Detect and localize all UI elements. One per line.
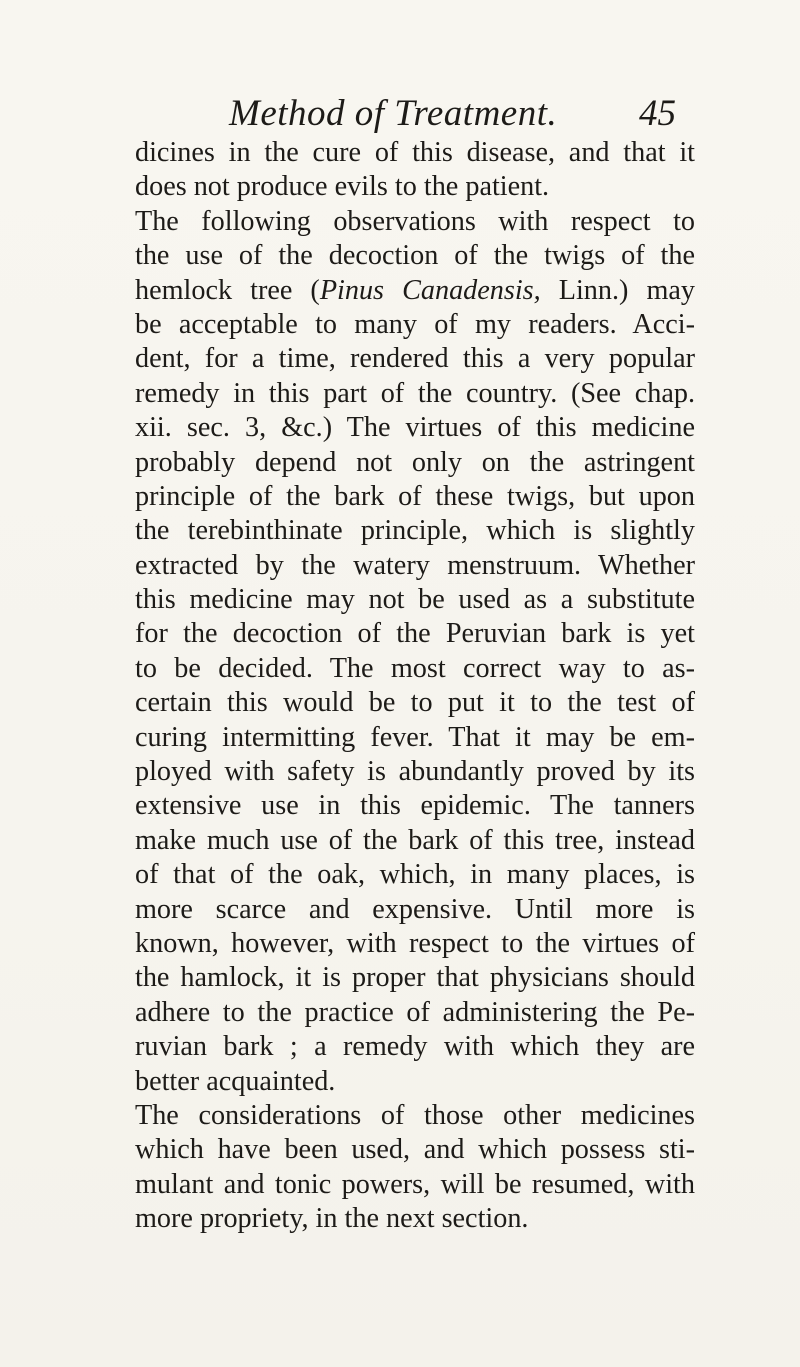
- text-line: the terebinthinate principle, which is slightly: [135, 515, 695, 547]
- text-line: mulant and tonic powers, will be resumed, with: [135, 1168, 695, 1200]
- text-line: the use of the decoction of the twigs of the: [135, 240, 695, 272]
- text-line: to be decided. The most correct way to as-: [135, 652, 695, 684]
- text-line: for the decoction of the Peruvian bark is yet: [135, 618, 695, 650]
- text-line: this medicine may not be used as a substitute: [135, 584, 695, 616]
- text-line: of that of the oak, which, in many places, is: [135, 859, 695, 891]
- text-line: ployed with safety is abundantly proved by its: [135, 756, 695, 788]
- running-head: [0, 92, 800, 136]
- text-line: probably depend not only on the astringent: [135, 446, 695, 478]
- text-line: certain this would be to put it to the test of: [135, 687, 695, 719]
- text-line: which have been used, and which possess sti-: [135, 1134, 695, 1166]
- page-number: 45: [639, 93, 676, 134]
- text-line: be acceptable to many of my readers. Acci-: [135, 308, 695, 340]
- text-line: known, however, with respect to the virtues of: [135, 927, 695, 959]
- text-line: dent, for a time, rendered this a very popular: [135, 343, 695, 375]
- paragraph-first-line: The considerations of those other medicines: [135, 1099, 695, 1131]
- text-line: extracted by the watery menstruum. Whether: [135, 549, 695, 581]
- text-line: xii. sec. 3, &c.) The virtues of this medicine: [135, 412, 695, 444]
- body-text: [135, 136, 695, 1237]
- text-line: extensive use in this epidemic. The tanners: [135, 790, 695, 822]
- latin-name: Pinus Canadensis,: [319, 274, 541, 306]
- running-title: Method of Treatment.: [229, 93, 558, 134]
- text-line: the hamlock, it is proper that physicians should: [135, 962, 695, 994]
- text-line: ruvian bark ; a remedy with which they are: [135, 1031, 695, 1063]
- text-line: make much use of the bark of this tree, instead: [135, 824, 695, 856]
- paragraph-first-line: The following observations with respect to: [135, 205, 695, 237]
- text-line-with-italic: [135, 274, 695, 308]
- text-line: does not produce evils to the patient.: [135, 171, 550, 203]
- text-line: better acquainted.: [135, 1065, 336, 1097]
- text-line: more propriety, in the next section.: [135, 1203, 529, 1235]
- text-line: remedy in this part of the country. (See chap.: [135, 377, 695, 409]
- text-fragment: Linn.) may: [540, 274, 696, 306]
- text-line: dicines in the cure of this disease, and that it: [135, 137, 695, 168]
- text-line: principle of the bark of these twigs, but upon: [135, 480, 695, 512]
- text-line: more scarce and expensive. Until more is: [135, 893, 695, 925]
- text-fragment: hemlock tree (: [135, 274, 320, 306]
- text-line: adhere to the practice of administering the Pe-: [135, 996, 695, 1028]
- text-line: curing intermitting fever. That it may be em-: [135, 721, 695, 753]
